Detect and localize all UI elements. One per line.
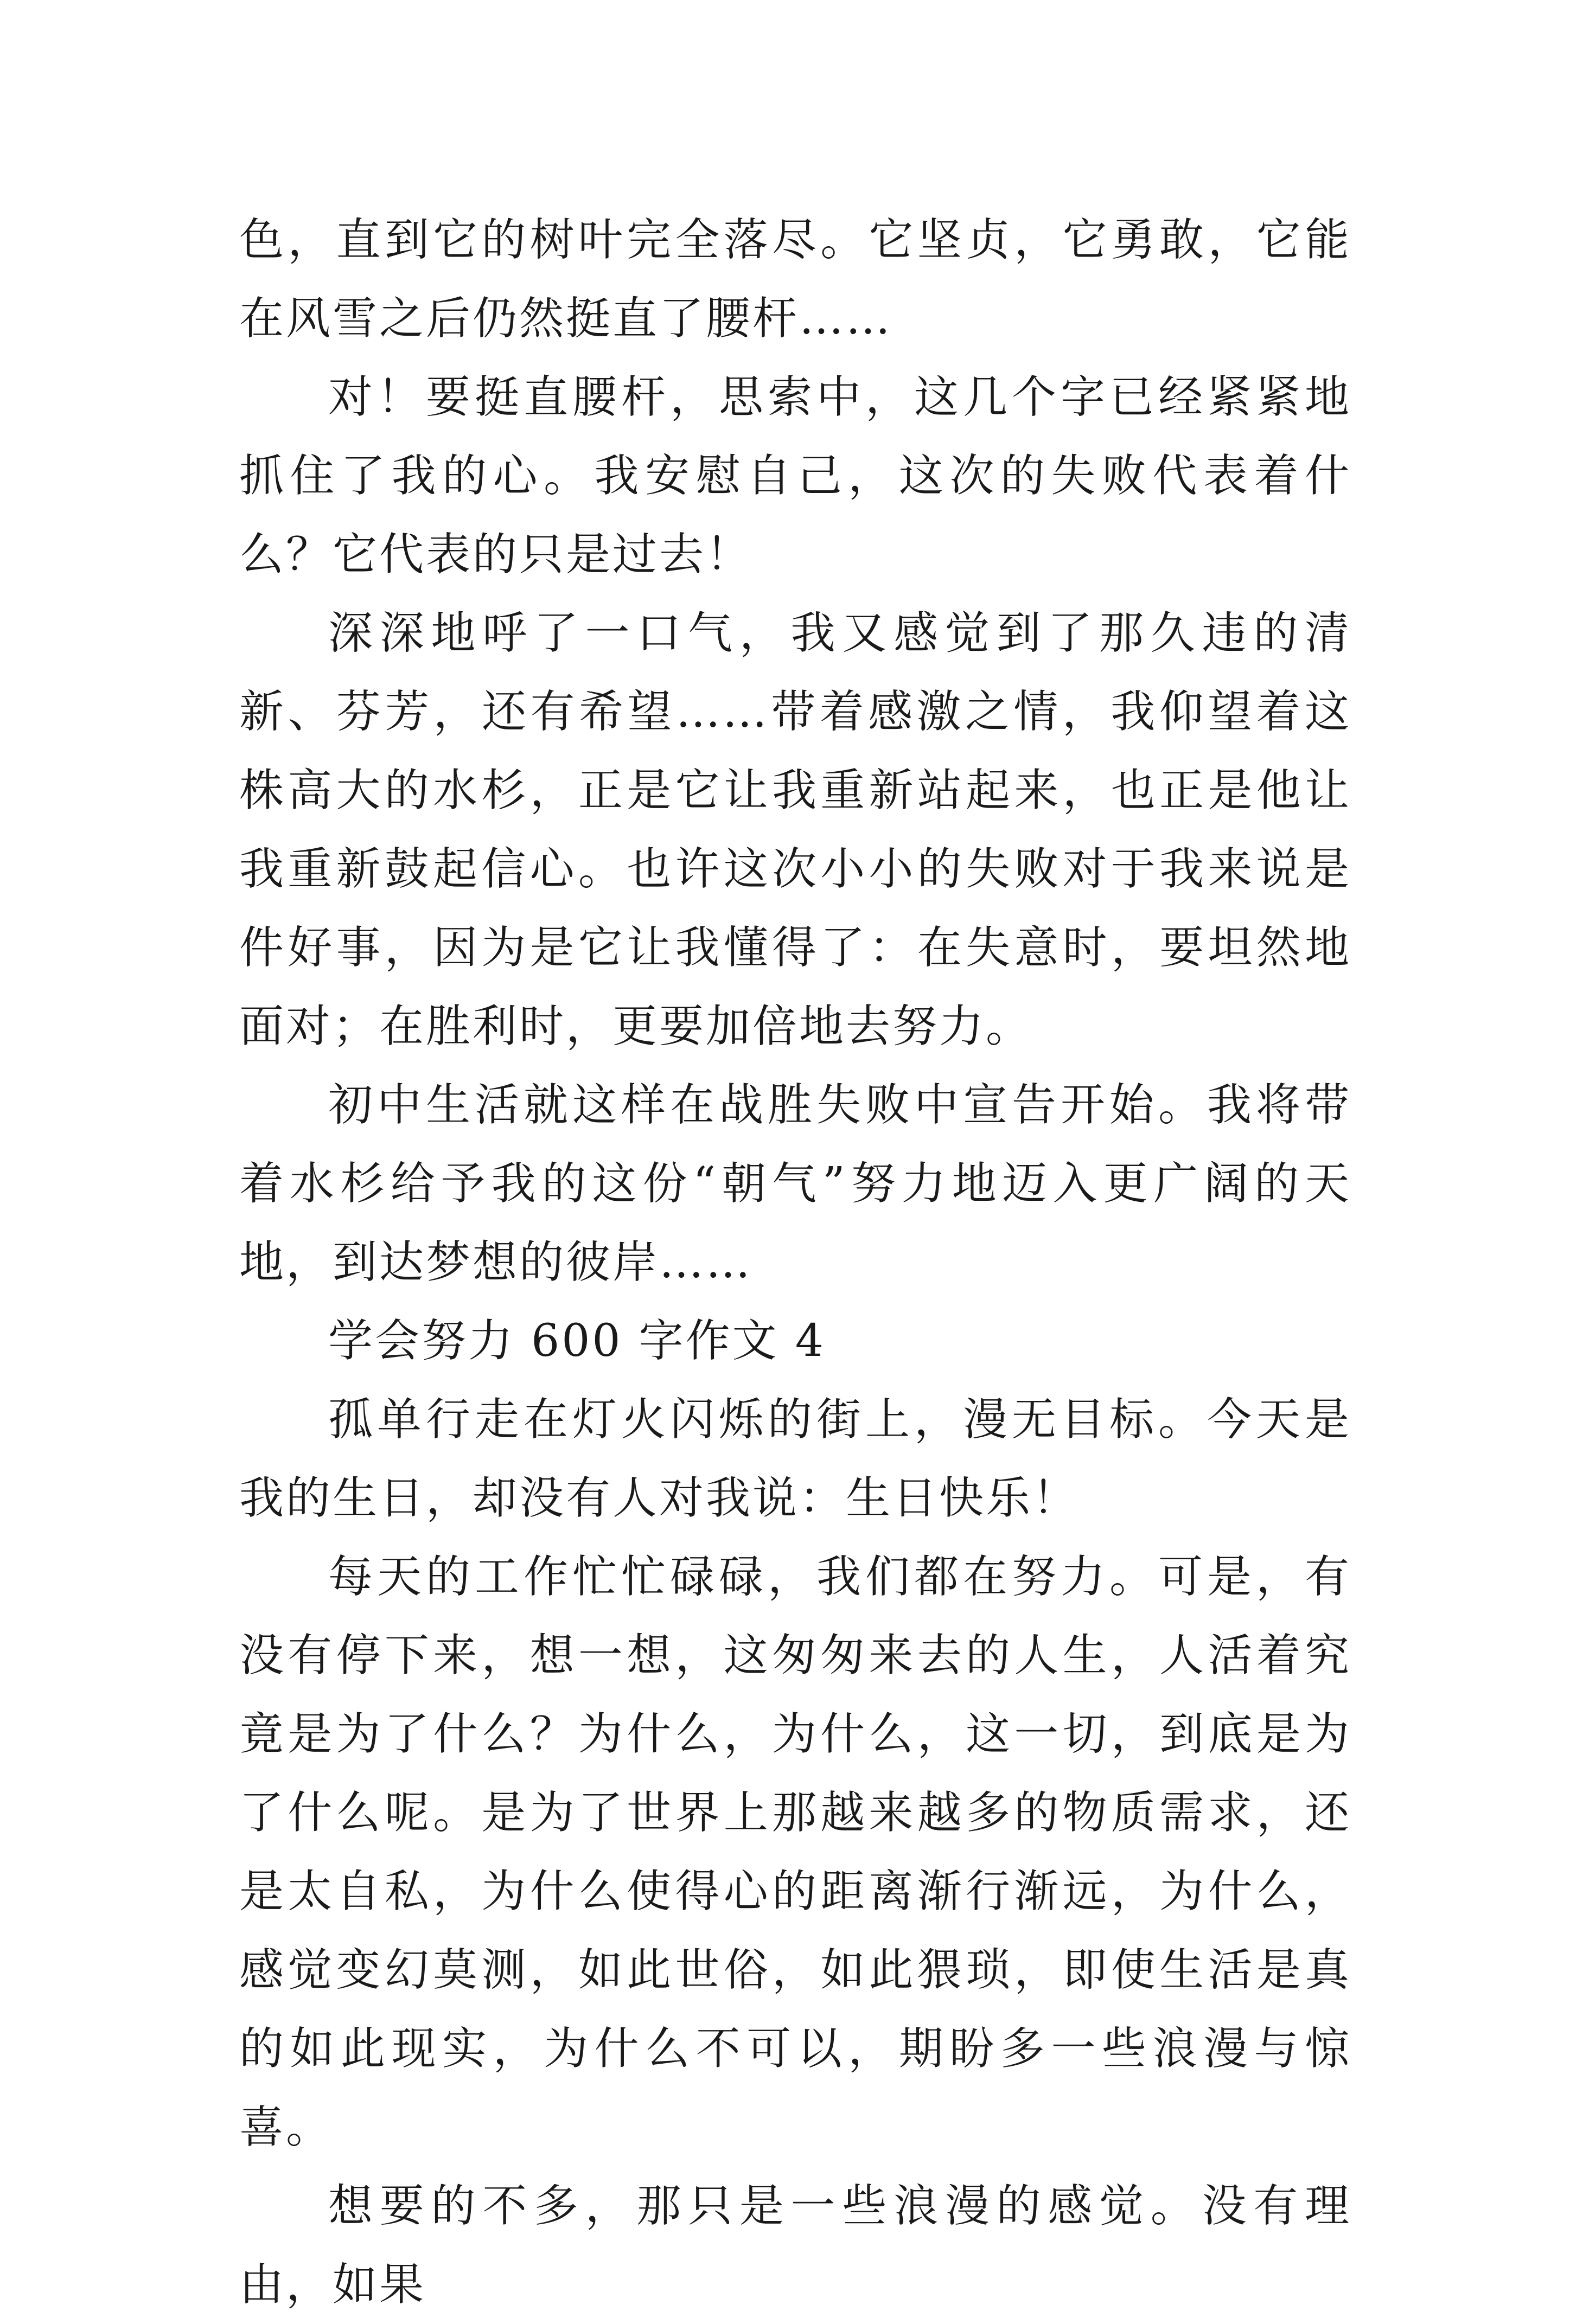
document-body <box>239 201 1351 2324</box>
paragraph: 深深地呼了一口气，我又感觉到了那久违的清新、芬芳，还有希望……带着感激之情，我仰望着这株高大的水杉，正是它让我重新站起来，也正是他让我重新鼓起信心。也许这次小小的失败对于我来说是件好事，因为是它让我懂得了：在失意时，要坦然地面对；在胜利时，更要加倍地去努力。 <box>239 607 1351 1052</box>
paragraph: 对！要挺直腰杆，思索中，这几个字已经紧紧地抓住了我的心。我安慰自己，这次的失败代表着什么？它代表的只是过去！ <box>239 372 1351 580</box>
paragraph: 每天的工作忙忙碌碌，我们都在努力。可是，有没有停下来，想一想，这匆匆来去的人生，人活着究竟是为了什么？为什么，为什么，这一切，到底是为了什么呢。是为了世界上那越来越多的物质需求，还是太自私，为什么使得心的距离渐行渐远，为什么，感觉变幻莫测，如此世俗，如此猥琐，即使生活是真的如此现实，为什么不可以，期盼多一些浪漫与惊喜。 <box>239 1551 1351 2153</box>
section-title: 学会努力 600 字作文 4 <box>328 1315 826 1367</box>
paragraph: 初中生活就这样在战胜失败中宣告开始。我将带着水杉给予我的这份“朝气”努力地迈入更广阔的天地，到达梦想的彼岸…… <box>239 1079 1351 1288</box>
paragraph: 孤单行走在灯火闪烁的街上，漫无目标。今天是我的生日，却没有人对我说：生日快乐！ <box>239 1394 1351 1524</box>
paragraph: 想要的不多，那只是一些浪漫的感觉。没有理由，如果 <box>239 2180 1351 2310</box>
paragraph-continuation: 色，直到它的树叶完全落尽。它坚贞，它勇敢，它能在风雪之后仍然挺直了腰杆…… <box>239 214 1351 344</box>
